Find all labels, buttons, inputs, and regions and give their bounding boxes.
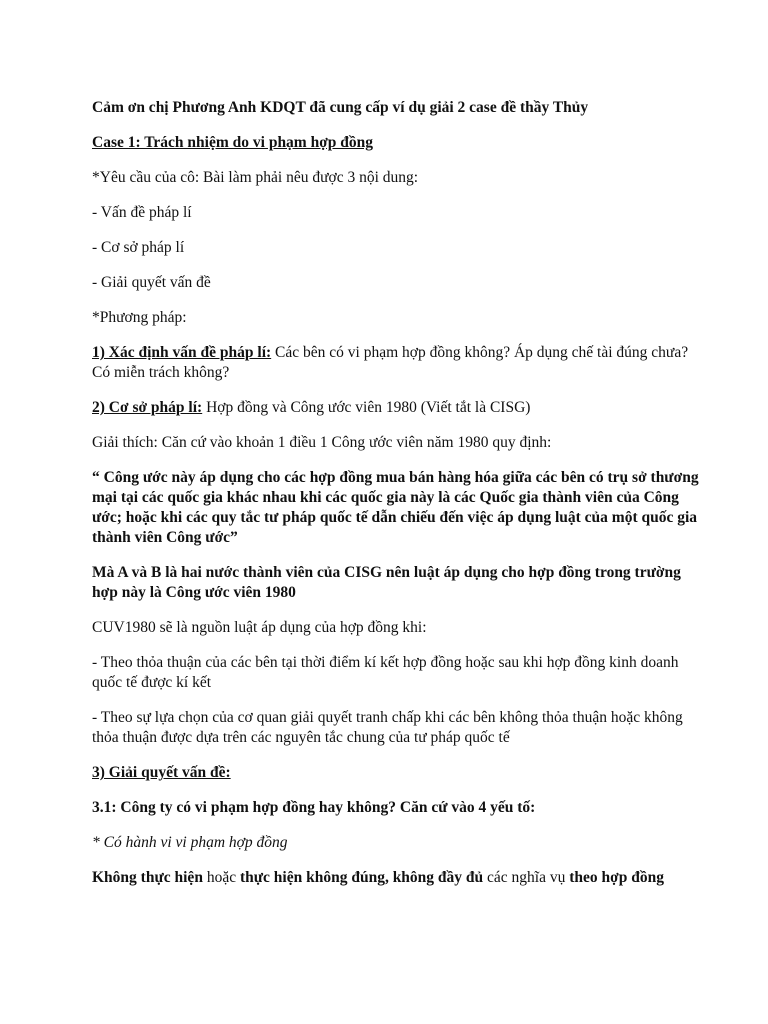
last-part-5: theo hợp đồng	[569, 869, 664, 886]
step2-text: Hợp đồng và Công ước viên 1980 (Viết tắt là CISG)	[202, 399, 531, 416]
last-part-1: Không thực hiện	[92, 869, 203, 886]
last-part-4: các nghĩa vụ	[483, 869, 570, 886]
cuv-intro: CUV1980 sẽ là nguồn luật áp dụng của hợp đồng khi:	[92, 619, 427, 636]
sub-heading-3-1: 3.1: Công ty có vi phạm hợp đồng hay không? Căn cứ vào 4 yếu tố:	[92, 799, 536, 816]
requirement-item: - Vấn đề pháp lí	[92, 204, 192, 221]
last-part-2: hoặc	[202, 869, 240, 886]
conclusion-paragraph: Mà A và B là hai nước thành viên của CISG nên luật áp dụng cho hợp đồng trong trường hợp này là Công ước viên 1980	[92, 564, 681, 601]
factor1-heading: * Có hành vi vi phạm hợp đồng	[92, 834, 288, 851]
step1-label: 1) Xác định vấn đề pháp lí:	[92, 344, 272, 361]
step2-paragraph	[92, 398, 708, 418]
step1-text: Các bên có vi phạm hợp đồng không? Áp dụng chế tài đúng chưa? Có miễn trách không?	[92, 344, 689, 381]
case1-heading: Case 1: Trách nhiệm do vi phạm hợp đồng	[92, 134, 374, 151]
step3-label: 3) Giải quyết vấn đề:	[92, 764, 231, 781]
last-paragraph	[92, 868, 708, 888]
step2-label: 2) Cơ sở pháp lí:	[92, 399, 203, 416]
cuv-item: - Theo sự lựa chọn của cơ quan giải quyết tranh chấp khi các bên không thỏa thuận hoặc không thỏa thuận được dựa trên các nguyên tắc chung của tư pháp quốc tế	[92, 709, 683, 746]
document-title: Cảm ơn chị Phương Anh KDQT đã cung cấp ví dụ giải 2 case đề thầy Thủy	[92, 99, 589, 116]
last-part-3: thực hiện không đúng, không đầy đủ	[239, 869, 484, 886]
step1-paragraph	[92, 343, 708, 383]
method-label: *Phương pháp:	[92, 309, 187, 326]
requirement-item: - Cơ sở pháp lí	[92, 239, 185, 256]
requirement-item: - Giải quyết vấn đề	[92, 274, 211, 291]
requirement-intro: *Yêu cầu của cô: Bài làm phải nêu được 3 nội dung:	[92, 169, 419, 186]
explanation-paragraph: Giải thích: Căn cứ vào khoản 1 điều 1 Công ước viên năm 1980 quy định:	[92, 434, 552, 451]
legal-quote: “ Công ước này áp dụng cho các hợp đồng mua bán hàng hóa giữa các bên có trụ sở thương mại tại các quốc gia khác nhau khi các quốc gia này là các Quốc gia thành viên của Công ước; hoặc khi các quy tắc tư pháp quốc tế dẫn chiếu đến việc áp dụng luật của một quốc gia thành viên Công ước”	[92, 469, 699, 546]
cuv-item: - Theo thỏa thuận của các bên tại thời điểm kí kết hợp đồng hoặc sau khi hợp đồng kinh doanh quốc tế được kí kết	[92, 654, 679, 691]
